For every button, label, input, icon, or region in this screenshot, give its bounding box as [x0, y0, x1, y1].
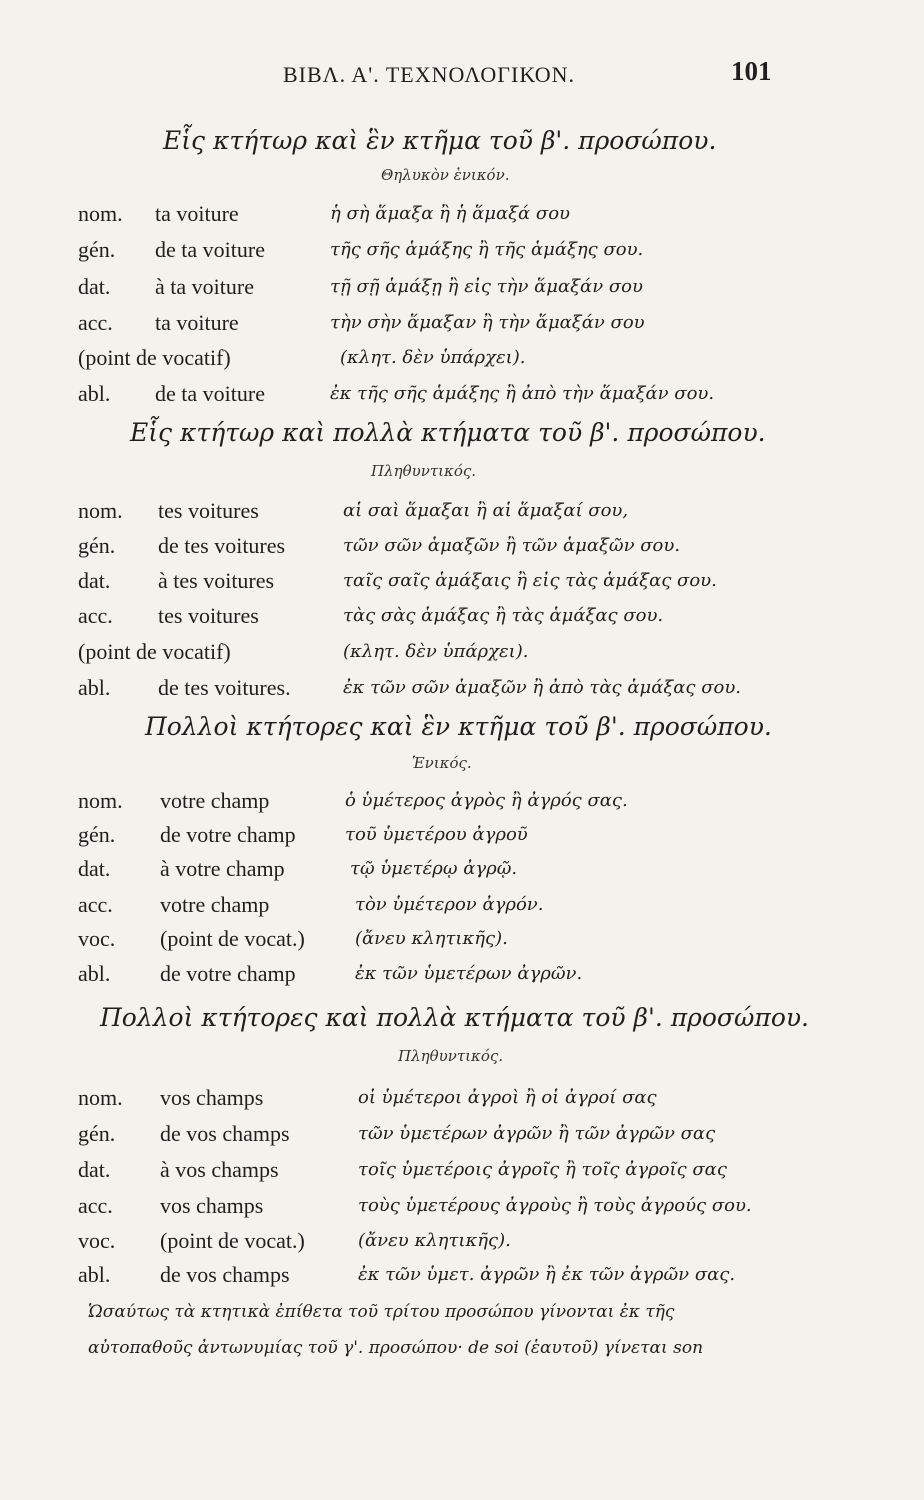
case-row [0, 237, 924, 277]
french-form: de tes voitures [158, 533, 286, 558]
section-title: Εἷς κτήτωρ καὶ ἓν κτῆμα τοῦ β'. προσώπου. [163, 126, 717, 155]
case-label: nom. [78, 498, 123, 523]
case-label: abl. [78, 675, 111, 700]
greek-form: τῆς σῆς ἁμάξης ἢ τῆς ἁμάξης σου. [330, 239, 644, 260]
case-row [0, 1157, 924, 1197]
case-label: dat. [78, 274, 111, 299]
greek-form: ὁ ὑμέτερος ἀγρὸς ἢ ἀγρός σας. [345, 790, 628, 811]
number-label: Ἑνικός. [412, 754, 472, 772]
french-form: de vos champs [160, 1262, 290, 1287]
case-label: nom. [78, 1085, 123, 1110]
greek-form: ἡ σὴ ἅμαξα ἢ ἡ ἅμαξά σου [330, 203, 570, 224]
running-title: ΒΙΒΛ. Α'. ΤΕΧΝΟΛΟΓΙΚΟΝ. [283, 62, 575, 87]
greek-form: ταῖς σαῖς ἁμάξαις ἢ εἰς τὰς ἁμάξας σου. [343, 570, 717, 591]
case-row [0, 381, 924, 421]
section-title: Εἷς κτήτωρ καὶ πολλὰ κτήματα τοῦ β'. προσώπου. [130, 418, 766, 447]
number-label: Θηλυκὸν ἑνικόν. [381, 166, 510, 184]
case-row [0, 201, 924, 241]
french-form: tes voitures [158, 498, 259, 523]
section-title: Πολλοὶ κτήτορες καὶ πολλὰ κτήματα τοῦ β'. προσώπου. [100, 1003, 810, 1032]
case-row [0, 675, 924, 715]
greek-form: (ἄνευ κλητικῆς). [355, 928, 508, 949]
greek-form: τοῖς ὑμετέροις ἀγροῖς ἢ τοῖς ἀγροῖς σας [358, 1159, 727, 1180]
greek-form: ἐκ τῶν σῶν ἁμαξῶν ἢ ἀπὸ τὰς ἁμάξας σου. [343, 677, 742, 698]
french-form: de tes voitures. [158, 675, 291, 700]
greek-form: τῷ ὑμετέρῳ ἀγρῷ. [350, 858, 518, 879]
case-label: acc. [78, 603, 113, 628]
case-label: gén. [78, 822, 116, 847]
case-label: dat. [78, 1157, 111, 1182]
case-row [0, 274, 924, 314]
note-line: αὐτοπαθοῦς ἀντωνυμίας τοῦ γ'. προσώπου· de soi (ἑαυτοῦ) γίνεται son [88, 1338, 704, 1358]
french-form: de votre champ [160, 961, 296, 986]
greek-form: ἐκ τῶν ὑμετ. ἀγρῶν ἢ ἐκ τῶν ἀγρῶν σας. [358, 1264, 736, 1285]
greek-form: τὰς σὰς ἁμάξας ἢ τὰς ἁμάξας σου. [343, 605, 664, 626]
french-form: de votre champ [160, 822, 296, 847]
greek-form: αἱ σαὶ ἅμαξαι ἢ αἱ ἅμαξαί σου, [343, 500, 629, 521]
greek-form: τοῦ ὑμετέρου ἀγροῦ [345, 824, 528, 845]
case-label: voc. [78, 926, 116, 951]
french-form: de vos champs [160, 1121, 290, 1146]
case-label: acc. [78, 310, 113, 335]
greek-form: ἐκ τῆς σῆς ἁμάξης ἢ ἀπὸ τὴν ἅμαξάν σου. [330, 383, 715, 404]
french-form: à ta voiture [155, 274, 254, 299]
greek-form: τῶν σῶν ἁμαξῶν ἢ τῶν ἁμαξῶν σου. [343, 535, 681, 556]
case-row [0, 961, 924, 1001]
french-form: à vos champs [160, 1157, 279, 1182]
case-label: acc. [78, 892, 113, 917]
case-label: abl. [78, 381, 111, 406]
case-label: dat. [78, 568, 111, 593]
case-label: gén. [78, 237, 116, 262]
section-title: Πολλοὶ κτήτορες καὶ ἓν κτῆμα τοῦ β'. προσώπου. [145, 712, 772, 741]
case-label: (point de vocatif) [78, 345, 231, 370]
case-label: voc. [78, 1228, 116, 1253]
french-form: vos champs [160, 1193, 264, 1218]
case-label: dat. [78, 856, 111, 881]
french-form: à tes voitures [158, 568, 275, 593]
case-label: gén. [78, 1121, 116, 1146]
french-form: ta voiture [155, 201, 239, 226]
greek-form: τὴν σὴν ἅμαξαν ἢ τὴν ἅμαξάν σου [330, 312, 645, 333]
case-row [0, 603, 924, 643]
greek-form: οἱ ὑμέτεροι ἀγροὶ ἢ οἱ ἀγροί σας [358, 1087, 657, 1108]
greek-form: (κλητ. δὲν ὑπάρχει). [340, 347, 526, 368]
french-form: ta voiture [155, 310, 239, 335]
case-label: gén. [78, 533, 116, 558]
french-form: tes voitures [158, 603, 259, 628]
greek-form: (κλητ. δὲν ὑπάρχει). [343, 641, 529, 662]
greek-form: τῇ σῇ ἁμάξῃ ἢ εἰς τὴν ἅμαξάν σου [330, 276, 643, 297]
case-row [0, 856, 924, 896]
case-label: acc. [78, 1193, 113, 1218]
number-label: Πληθυντικός. [371, 462, 477, 480]
greek-form: ἐκ τῶν ὑμετέρων ἀγρῶν. [355, 963, 583, 984]
case-row [0, 1121, 924, 1161]
number-label: Πληθυντικός. [398, 1047, 504, 1065]
french-form: (point de vocat.) [160, 926, 305, 951]
case-row [0, 345, 924, 385]
case-label: nom. [78, 201, 123, 226]
case-row [0, 639, 924, 679]
french-form: à votre champ [160, 856, 285, 881]
case-row [0, 1085, 924, 1125]
case-row [0, 1262, 924, 1302]
page-number: 101 [731, 56, 772, 86]
french-form: votre champ [160, 788, 270, 813]
case-label: abl. [78, 1262, 111, 1287]
page-header [0, 56, 924, 96]
case-row [0, 568, 924, 608]
case-row [0, 1193, 924, 1233]
case-row [0, 533, 924, 573]
case-label: abl. [78, 961, 111, 986]
french-form: de ta voiture [155, 237, 265, 262]
note-line: Ὡσαύτως τὰ κτητικὰ ἐπίθετα τοῦ τρίτου προσώπου γίνονται ἐκ τῆς [88, 1302, 675, 1322]
case-row [0, 498, 924, 538]
case-row [0, 310, 924, 350]
greek-form: τὸν ὑμέτερον ἀγρόν. [355, 894, 544, 915]
greek-form: τοὺς ὑμετέρους ἀγροὺς ἢ τοὺς ἀγρούς σου. [358, 1195, 752, 1216]
greek-form: τῶν ὑμετέρων ἀγρῶν ἢ τῶν ἀγρῶν σας [358, 1123, 716, 1144]
case-label: nom. [78, 788, 123, 813]
french-form: vos champs [160, 1085, 264, 1110]
case-row [0, 926, 924, 966]
case-label: (point de vocatif) [78, 639, 231, 664]
greek-form: (ἄνευ κλητικῆς). [358, 1230, 511, 1251]
french-form: (point de vocat.) [160, 1228, 305, 1253]
french-form: de ta voiture [155, 381, 265, 406]
french-form: votre champ [160, 892, 270, 917]
